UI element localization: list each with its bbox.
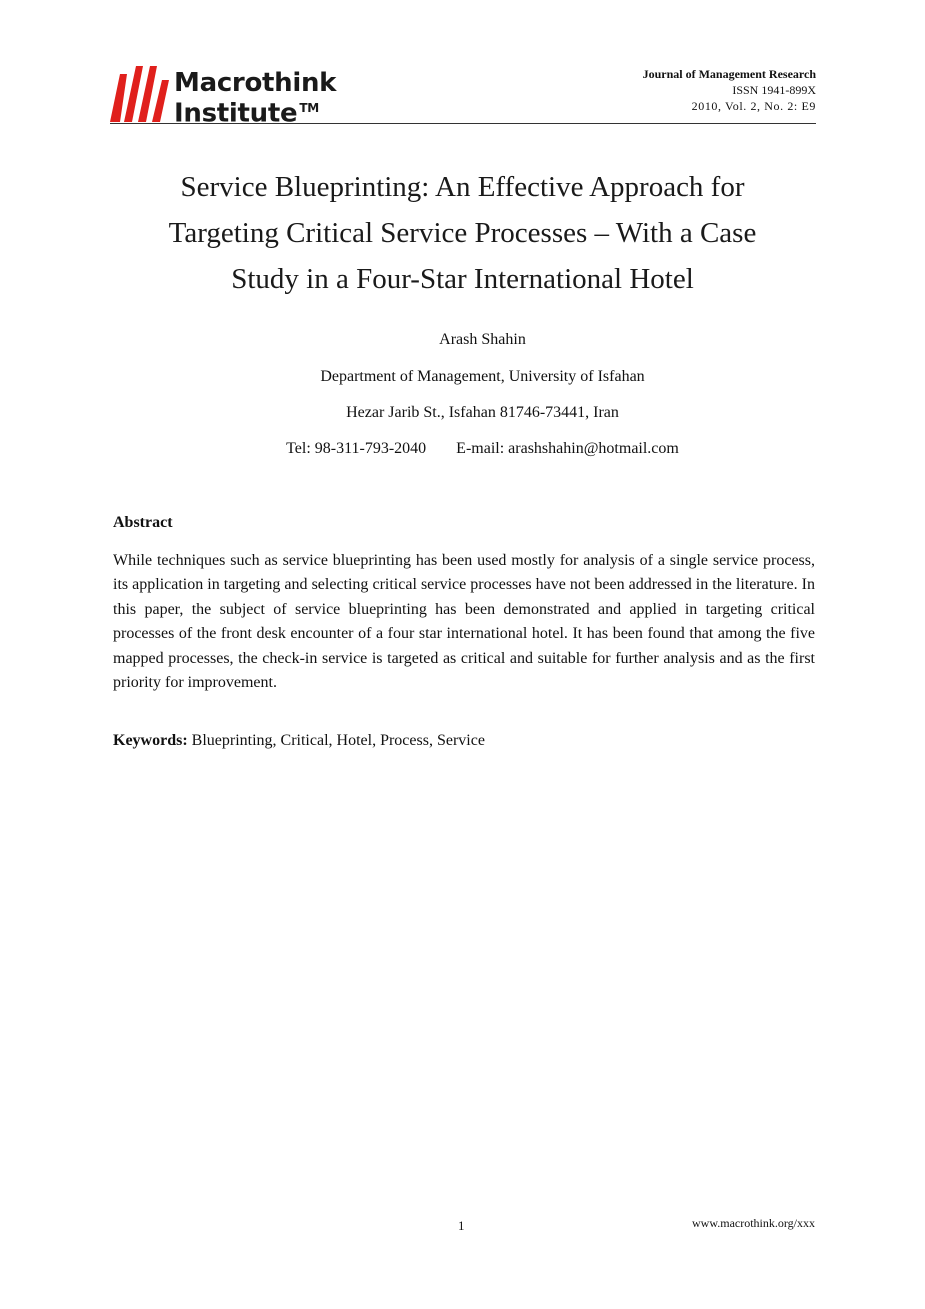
abstract-heading: Abstract	[113, 514, 173, 531]
keywords-label: Keywords:	[113, 732, 188, 749]
paper-title-line-2: Targeting Critical Service Processes – With a Case	[168, 217, 757, 249]
macrothink-logo-mark-icon	[110, 66, 170, 122]
author-block	[100, 331, 865, 458]
logo-text-macrothink: Macrothink	[174, 68, 337, 98]
author-contact	[100, 440, 865, 458]
footer-url: www.macrothink.org/xxx	[692, 1216, 815, 1230]
page-number: 1	[458, 1218, 465, 1233]
page-header	[110, 60, 816, 129]
journal-volume: 2010, Vol. 2, No. 2: E9	[691, 99, 816, 113]
keywords-text: Blueprinting, Critical, Hotel, Process, Service	[187, 732, 485, 749]
logo-text-institute-word: Institute	[174, 98, 298, 129]
author-name: Arash Shahin	[439, 331, 526, 348]
abstract-text: While techniques such as service blueprinting has been used mostly for analysis of a single service process, its application in targeting and selecting critical service processes have not been addressed in the literature. In this paper, the subject of service blueprinting has been demonstrated and applied in targeting critical processes of the front desk encounter of a four star international hotel. It has been found that among the five mapped processes, the check-in service is targeted as critical and suitable for further analysis and as the first priority for improvement.	[113, 552, 815, 692]
keywords	[113, 732, 485, 750]
logo-text-institute	[174, 95, 319, 127]
paper-title-line-1: Service Blueprinting: An Effective Approach for	[180, 171, 745, 203]
author-affiliation: Department of Management, University of Isfahan	[320, 368, 645, 385]
paper-title-line-3: Study in a Four-Star International Hotel	[231, 263, 694, 295]
paper-title	[100, 164, 825, 302]
logo-trademark: TM	[299, 101, 319, 115]
author-address: Hezar Jarib St., Isfahan 81746-73441, Iran	[346, 404, 619, 421]
header-divider	[110, 123, 816, 124]
journal-name: Journal of Management Research	[642, 67, 816, 81]
author-email: E-mail: arashshahin@hotmail.com	[456, 440, 679, 457]
macrothink-logo	[110, 66, 360, 129]
journal-issn: ISSN 1941-899X	[732, 83, 816, 97]
journal-info	[643, 66, 816, 114]
author-tel: Tel: 98-311-793-2040	[286, 440, 427, 457]
